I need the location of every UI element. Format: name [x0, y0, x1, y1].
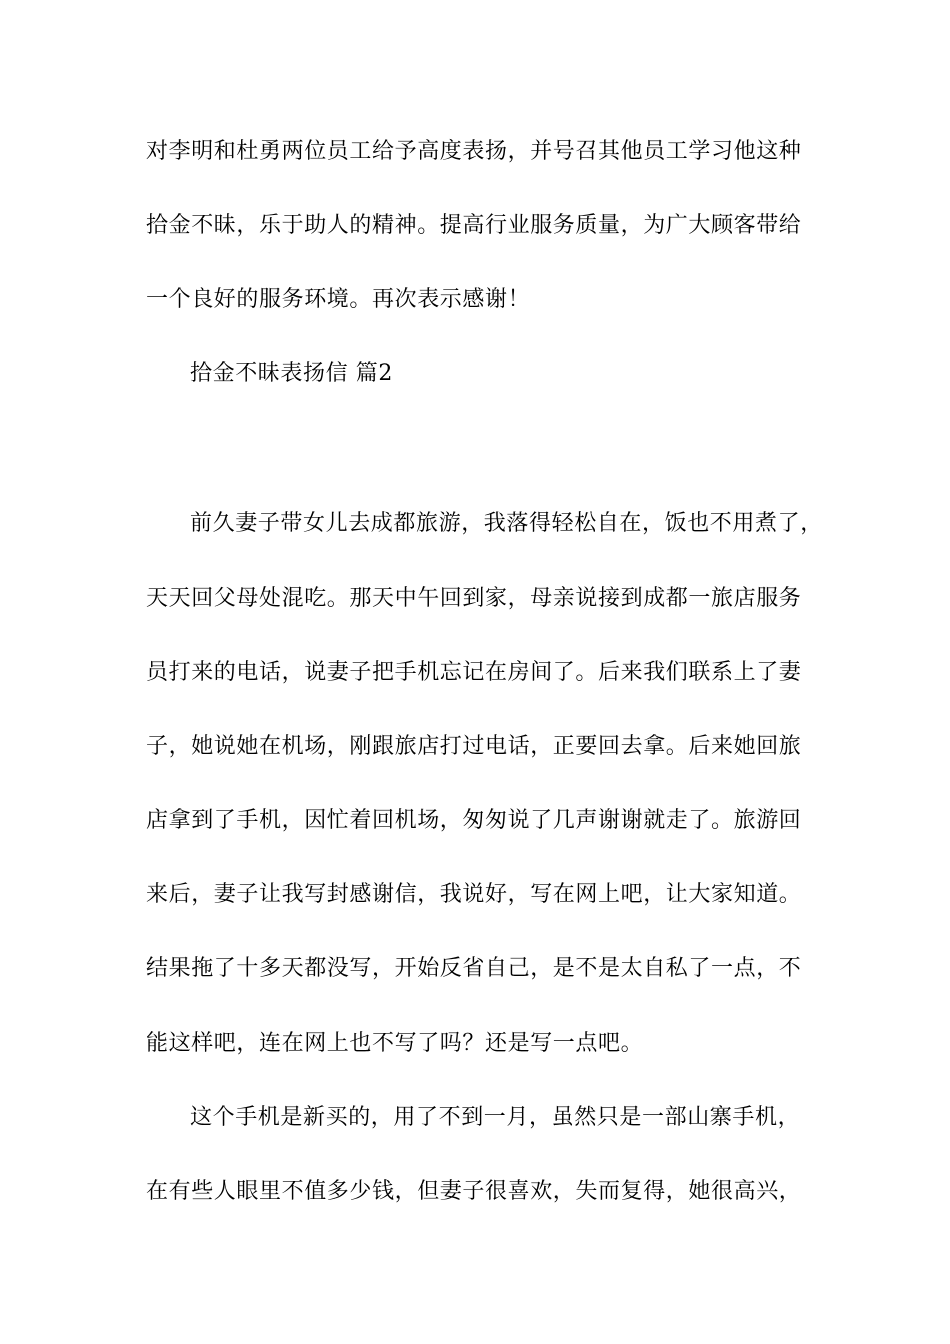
- text-line: 天天回父母处混吃。那天中午回到家，母亲说接到成都一旅店服务: [146, 586, 802, 611]
- text-line: 能这样吧，连在网上也不写了吗？还是写一点吧。: [146, 1031, 644, 1056]
- text-line: 这个手机是新买的，用了不到一月，虽然只是一部山寨手机，: [190, 1105, 801, 1130]
- text-line: 子，她说她在机场，刚跟旅店打过电话，正要回去拿。后来她回旅: [146, 734, 802, 759]
- text-line: 一个良好的服务环境。再次表示感谢！: [146, 287, 531, 312]
- text-line: 结果拖了十多天都没写，开始反省自己，是不是太自私了一点，不: [146, 956, 802, 981]
- text-line: 员打来的电话，说妻子把手机忘记在房间了。后来我们联系上了妻: [146, 660, 802, 685]
- text-line: 对李明和杜勇两位员工给予高度表扬，并号召其他员工学习他这种: [146, 139, 802, 164]
- text-line: 前久妻子带女儿去成都旅游，我落得轻松自在，饭也不用煮了，: [190, 511, 823, 536]
- text-line: 店拿到了手机，因忙着回机场，匆匆说了几声谢谢就走了。旅游回: [146, 808, 802, 833]
- text-line: 拾金不昧，乐于助人的精神。提高行业服务质量，为广大顾客带给: [146, 213, 802, 238]
- section-heading: 拾金不昧表扬信 篇2: [190, 361, 393, 386]
- text-line: 在有些人眼里不值多少钱，但妻子很喜欢，失而复得，她很高兴，: [146, 1179, 802, 1204]
- text-line: 来后，妻子让我写封感谢信，我说好，写在网上吧，让大家知道。: [146, 882, 802, 907]
